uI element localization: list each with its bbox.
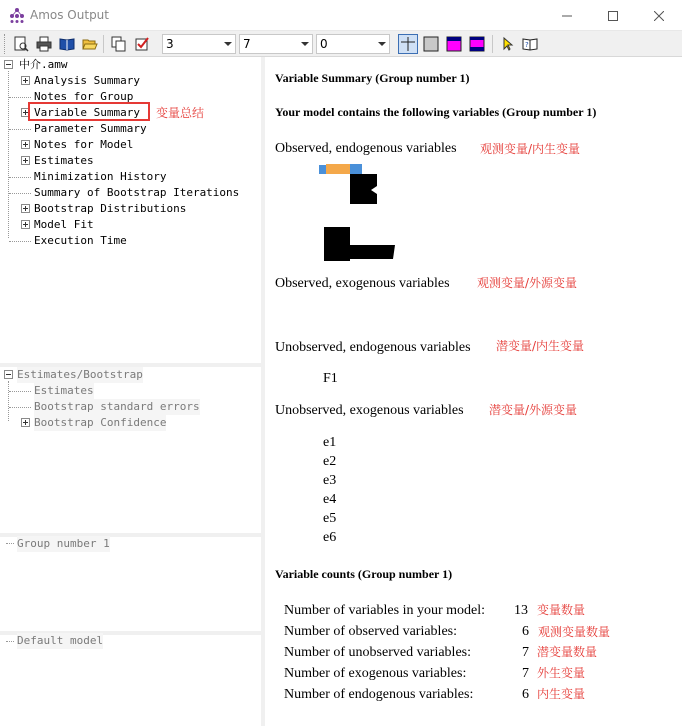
variable-name: F1 — [323, 371, 338, 386]
tree-item[interactable]: Minimization History — [34, 170, 167, 183]
count-label: Number of endogenous variables: — [284, 687, 474, 702]
crosshair-icon — [400, 36, 416, 52]
tree-connector — [9, 391, 31, 392]
title-bar — [0, 0, 682, 31]
section-annotation: 观测变量/外源变量 — [477, 276, 578, 290]
decimals-combo-value: 3 — [166, 37, 174, 51]
section-label: Unobserved, exogenous variables — [275, 403, 464, 418]
tree-item[interactable]: Analysis Summary — [34, 74, 140, 87]
collapse-icon[interactable] — [4, 370, 13, 379]
toolbar-separator — [492, 35, 493, 53]
count-label: Number of unobserved variables: — [284, 645, 471, 660]
tree-item[interactable]: Notes for Model — [34, 138, 134, 151]
toolbar-separator — [103, 35, 104, 53]
table-rotation-combo[interactable] — [316, 34, 390, 54]
chevron-down-icon — [301, 42, 309, 46]
tree-connector — [9, 129, 31, 130]
variable-name: e2 — [323, 454, 337, 469]
count-value: 7 — [522, 666, 529, 681]
estimates-bootstrap-root[interactable]: Estimates/Bootstrap — [17, 368, 143, 381]
folder-open-icon — [82, 36, 98, 52]
tree-annotation: 变量总结 — [156, 106, 205, 120]
count-label: Number of observed variables: — [284, 624, 457, 639]
tree-item[interactable]: Parameter Summary — [34, 122, 147, 135]
tree-item[interactable]: Estimates — [34, 154, 94, 167]
tree-item[interactable]: Notes for Group — [34, 90, 134, 103]
book-icon — [59, 36, 75, 52]
variable-name: e6 — [323, 530, 337, 545]
print-preview-icon — [13, 36, 29, 52]
print-button[interactable] — [34, 34, 54, 54]
open-book-button[interactable] — [57, 34, 77, 54]
collapse-icon[interactable] — [4, 60, 13, 69]
section-label: Observed, exogenous variables — [275, 276, 450, 291]
count-annotation: 潜变量数量 — [537, 645, 598, 659]
maximize-icon — [608, 11, 618, 21]
count-annotation: 观测变量数量 — [538, 625, 611, 639]
checkbox-icon — [134, 36, 150, 52]
section-annotation: 潜变量/外源变量 — [489, 403, 578, 417]
count-label: Number of variables in your model: — [284, 603, 486, 618]
count-annotation: 外生变量 — [537, 666, 586, 680]
count-label: Number of exogenous variables: — [284, 666, 467, 681]
expand-icon[interactable] — [21, 76, 30, 85]
close-icon — [654, 11, 664, 21]
estimates-bootstrap-panel — [0, 367, 261, 533]
count-value: 6 — [522, 624, 529, 639]
count-value: 13 — [514, 603, 528, 618]
variable-name: e4 — [323, 492, 337, 507]
variable-name: e5 — [323, 511, 337, 526]
tree-connector — [9, 193, 31, 194]
tree-item[interactable]: Model Fit — [34, 218, 94, 231]
pointer-help-icon — [500, 36, 516, 52]
header-color-button[interactable] — [444, 34, 464, 54]
section-label: Observed, endogenous variables — [275, 141, 457, 156]
minimize-button[interactable] — [544, 0, 590, 31]
count-annotation: 变量数量 — [537, 603, 586, 617]
expand-icon[interactable] — [21, 220, 30, 229]
navigation-pane — [0, 57, 263, 726]
column-width-combo[interactable] — [239, 34, 313, 54]
tree-item[interactable]: Bootstrap Distributions — [34, 202, 187, 215]
print-preview-button[interactable] — [11, 34, 31, 54]
gray-box-icon — [423, 36, 439, 52]
toolbar — [0, 31, 682, 57]
printer-icon — [36, 36, 52, 52]
model-panel — [0, 635, 261, 726]
table-rotation-combo-value: 0 — [320, 37, 328, 51]
svg-text:?: ? — [525, 41, 529, 49]
copy-icon — [111, 36, 127, 52]
help-book-icon — [522, 36, 538, 52]
decimals-combo[interactable] — [162, 34, 236, 54]
border-button[interactable] — [421, 34, 441, 54]
variable-name: e3 — [323, 473, 337, 488]
count-value: 7 — [522, 645, 529, 660]
maximize-button[interactable] — [590, 0, 636, 31]
help-book-button[interactable] — [520, 34, 540, 54]
minimize-icon — [562, 11, 572, 21]
copy-button[interactable] — [109, 34, 129, 54]
section-annotation: 潜变量/内生变量 — [496, 339, 585, 353]
redacted-variable-names — [317, 162, 397, 262]
tree-item[interactable]: Variable Summary — [34, 106, 140, 119]
tree-connector — [9, 97, 31, 98]
estimates-tree-item[interactable]: Bootstrap Confidence — [34, 416, 167, 429]
magenta-header-icon — [446, 36, 462, 52]
tree-item[interactable]: Execution Time — [34, 234, 127, 247]
counts-heading: Variable counts (Group number 1) — [275, 567, 453, 581]
tree-item[interactable]: Summary of Bootstrap Iterations — [34, 186, 240, 199]
column-width-combo-value: 7 — [243, 37, 251, 51]
expand-icon[interactable] — [21, 418, 30, 427]
estimates-tree-item[interactable]: Estimates — [34, 384, 94, 397]
magenta-footer-icon — [469, 36, 485, 52]
chevron-down-icon — [224, 42, 232, 46]
output-content — [265, 57, 682, 726]
section-label: Unobserved, endogenous variables — [275, 340, 471, 355]
model-item[interactable]: Default model — [17, 634, 104, 647]
amos-network-icon — [9, 7, 25, 23]
group-panel — [0, 537, 261, 631]
output-tree — [0, 57, 261, 363]
options-button[interactable] — [132, 34, 152, 54]
whats-this-button[interactable] — [498, 34, 518, 54]
section-annotation: 观测变量/内生变量 — [480, 142, 581, 156]
variable-name: e1 — [323, 435, 337, 450]
close-button[interactable] — [636, 0, 682, 31]
estimates-tree-item[interactable]: Bootstrap standard errors — [34, 400, 200, 413]
chevron-down-icon — [378, 42, 386, 46]
tree-root[interactable]: 中介.amw — [19, 58, 68, 71]
window-title: Amos Output — [30, 8, 109, 22]
content-subheading: Your model contains the following variables (Group number 1) — [275, 105, 597, 119]
tree-connector — [9, 241, 31, 242]
count-annotation: 内生变量 — [537, 687, 586, 701]
grid-lines-button[interactable] — [398, 34, 418, 54]
count-value: 6 — [522, 687, 529, 702]
body-color-button[interactable] — [467, 34, 487, 54]
expand-icon[interactable] — [21, 140, 30, 149]
expand-icon[interactable] — [21, 204, 30, 213]
toolbar-grip — [4, 34, 6, 54]
content-heading: Variable Summary (Group number 1) — [275, 71, 470, 85]
tree-connector — [9, 177, 31, 178]
highlight-box — [28, 102, 150, 121]
open-folder-button[interactable] — [80, 34, 100, 54]
tree-connector — [9, 407, 31, 408]
expand-icon[interactable] — [21, 156, 30, 165]
group-item[interactable]: Group number 1 — [17, 537, 110, 550]
